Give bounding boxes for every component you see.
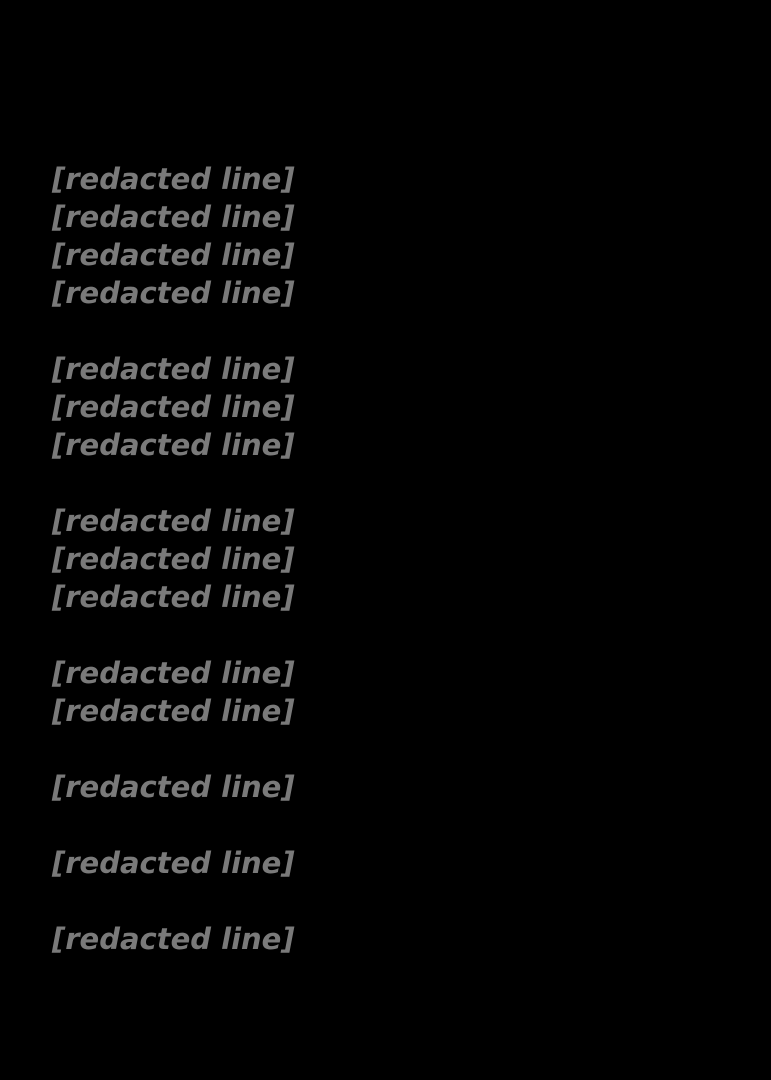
paragraph bbox=[52, 160, 741, 312]
text-line: [redacted line] bbox=[52, 162, 295, 196]
text-line: [redacted line] bbox=[52, 238, 295, 272]
text-line: [redacted line] bbox=[52, 390, 295, 424]
text-line: [redacted line] bbox=[52, 352, 295, 386]
text-line: [redacted line] bbox=[52, 846, 295, 880]
text-line: [redacted line] bbox=[52, 656, 295, 690]
paragraph bbox=[52, 768, 741, 806]
paragraph bbox=[52, 654, 741, 730]
paragraph bbox=[52, 920, 741, 958]
text-line: [redacted line] bbox=[52, 428, 295, 462]
text-line: [redacted line] bbox=[52, 580, 295, 614]
paragraph bbox=[52, 502, 741, 616]
paragraph bbox=[52, 844, 741, 882]
text-line: [redacted line] bbox=[52, 542, 295, 576]
text-line: [redacted line] bbox=[52, 200, 295, 234]
text-line: [redacted line] bbox=[52, 504, 295, 538]
paragraph bbox=[52, 350, 741, 464]
text-line: [redacted line] bbox=[52, 770, 295, 804]
story-text-block bbox=[52, 160, 741, 996]
text-line: [redacted line] bbox=[52, 694, 295, 728]
text-line: [redacted line] bbox=[52, 922, 295, 956]
text-line: [redacted line] bbox=[52, 276, 295, 310]
